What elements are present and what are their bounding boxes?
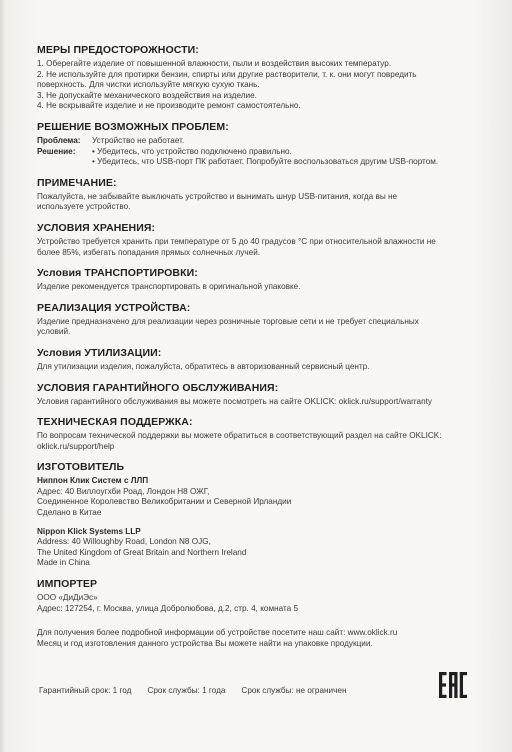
support-line: По вопросам технической поддержки вы можете обратиться в соответствующий раздел на сайте OKLICK: bbox=[37, 431, 442, 441]
manufacturer-ru-line: Соединенное Королевство Великобритании и Северной Ирландии bbox=[37, 497, 292, 507]
precautions-line: поверхность. Для чистки используйте мягкую сухую ткань. bbox=[37, 80, 260, 90]
storage-title: УСЛОВИЯ ХРАНЕНИЯ: bbox=[37, 221, 156, 234]
manufacturer-en-line: The United Kingdom of Great Britain and Northern Ireland bbox=[37, 547, 247, 557]
problem-text: Устройство не работает. bbox=[92, 135, 185, 145]
solution-row-2 bbox=[37, 157, 477, 168]
sale-title: РЕАЛИЗАЦИЯ УСТРОЙСТВА: bbox=[37, 301, 191, 314]
warranty-line: Условия гарантийного обслуживания вы можете посмотреть на сайте OKLICK: oklick.ru/support/warranty bbox=[37, 396, 432, 406]
section-precautions bbox=[37, 44, 477, 112]
section-manufacturer bbox=[37, 461, 477, 569]
manufacturer-en-name: Nippon Klick Systems LLP bbox=[37, 526, 141, 536]
disposal-line: Для утилизации изделия, пожалуйста, обратитесь в авторизованный сервисный центр. bbox=[37, 361, 370, 371]
storage-line: более 85%, избегать попадания прямых солнечных лучей. bbox=[37, 247, 261, 257]
manufacturer-ru-line: Сделано в Китае bbox=[37, 508, 102, 518]
manufacturer-title: ИЗГОТОВИТЕЛЬ bbox=[37, 461, 125, 474]
service-life: Срок службы: 1 года bbox=[147, 686, 226, 695]
solution-label: Решение: bbox=[37, 146, 76, 156]
eac-mark-icon bbox=[439, 672, 467, 698]
warranty-title: УСЛОВИЯ ГАРАНТИЙНОГО ОБСЛУЖИВАНИЯ: bbox=[37, 381, 279, 394]
more-info-line: Для получения более подробной информации об устройстве посетите наш сайт: www.oklick.ru bbox=[37, 628, 398, 638]
page-edge-shadow bbox=[0, 0, 6, 752]
troubleshooting-title: РЕШЕНИЕ ВОЗМОЖНЫХ ПРОБЛЕМ: bbox=[37, 120, 229, 133]
sale-line: Изделие предназначено для реализации через розничные торговые сети и не требует специальных bbox=[37, 316, 419, 326]
importer-line: Адрес: 127254, г. Москва, улица Добролюбова, д.2, стр. 4, комната 5 bbox=[37, 603, 299, 613]
section-storage bbox=[37, 222, 477, 258]
more-info-line: Месяц и год изготовления данного устройства Вы можете найти на упаковке продукции. bbox=[37, 638, 373, 648]
disposal-title: Условия УТИЛИЗАЦИИ: bbox=[37, 346, 162, 359]
precautions-line: 2. Не используйте для протирки бензин, спирты или другие растворители, т. к. они могут повредить bbox=[37, 69, 417, 79]
importer-title: ИМПОРТЕР bbox=[37, 578, 98, 591]
footer-terms bbox=[39, 686, 346, 695]
solution-text-1: • Убедитесь, что устройство подключено правильно. bbox=[92, 146, 292, 156]
transport-line: Изделие рекомендуется транспортировать в оригинальной упаковке. bbox=[37, 282, 301, 292]
support-line: oklick.ru/support/help bbox=[37, 441, 115, 451]
sale-line: условий. bbox=[37, 327, 71, 337]
manufacturer-en-line: Made in China bbox=[37, 558, 90, 568]
note-title: ПРИМЕЧАНИЕ: bbox=[37, 176, 117, 189]
section-disposal bbox=[37, 347, 477, 373]
transport-title: Условия ТРАНСПОРТИРОВКИ: bbox=[37, 267, 198, 280]
precautions-line: 3. Не допускайте механического воздействия на изделие. bbox=[37, 90, 257, 100]
storage-line: Устройство требуется хранить при температуре от 5 до 40 градусов °С при относительной влажности не bbox=[37, 236, 436, 246]
solution-row bbox=[37, 147, 477, 158]
precautions-line: 4. Не вскрывайте изделие и не производите ремонт самостоятельно. bbox=[37, 101, 301, 111]
problem-row bbox=[37, 136, 477, 147]
precautions-line: 1. Оберегайте изделие от повышенной влажности, пыли и воздействия высоких температур. bbox=[37, 59, 392, 68]
section-support bbox=[37, 416, 477, 452]
support-title: ТЕХНИЧЕСКАЯ ПОДДЕРЖКА: bbox=[37, 416, 193, 429]
section-transport bbox=[37, 267, 477, 293]
manufacturer-ru-line: Адрес: 40 Виллоугхби Роад, Лондон Н8 ОЖГ, bbox=[37, 486, 210, 496]
precautions-title: МЕРЫ ПРЕДОСТОРОЖНОСТИ: bbox=[37, 44, 199, 56]
storage-life: Срок службы: не ограничен bbox=[241, 686, 347, 695]
manufacturer-en-line: Address: 40 Willoughby Road, London N8 OJG, bbox=[37, 537, 211, 547]
solution-text-2: • Убедитесь, что USB-порт ПК работает. Попробуйте воспользоваться другим USB-портом. bbox=[92, 157, 439, 167]
section-note bbox=[37, 177, 477, 213]
section-importer bbox=[37, 578, 477, 614]
importer-line: ООО «ДиДиЭс» bbox=[37, 593, 98, 603]
warranty-term: Гарантийный срок: 1 год bbox=[39, 686, 132, 695]
section-sale bbox=[37, 302, 477, 338]
section-warranty bbox=[37, 382, 477, 408]
section-more-info bbox=[37, 628, 477, 649]
problem-label: Проблема: bbox=[37, 135, 81, 145]
section-troubleshooting bbox=[37, 121, 477, 168]
manufacturer-ru-name: Ниппон Клик Систем с ЛЛП bbox=[37, 476, 149, 486]
note-line: используете устройство. bbox=[37, 202, 131, 212]
note-line: Пожалуйста, не забывайте выключать устройство и вынимать шнур USB-питания, когда вы не bbox=[37, 191, 398, 201]
manual-content bbox=[37, 44, 477, 658]
